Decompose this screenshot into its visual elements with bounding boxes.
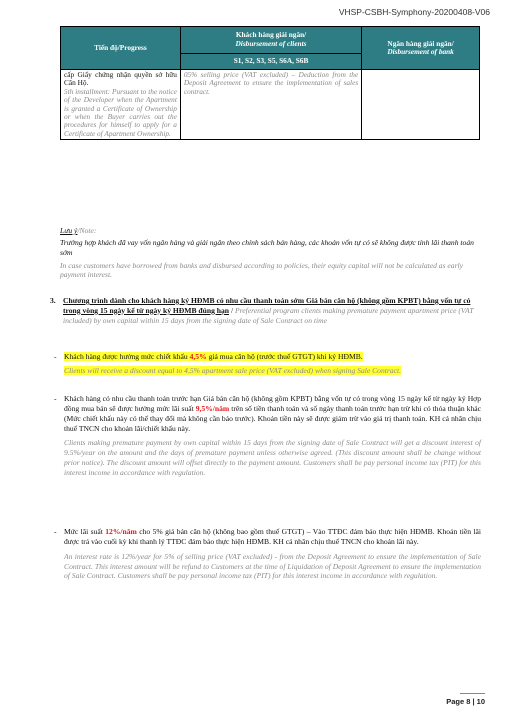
table-row	[61, 70, 480, 140]
note-text-vi: Trường hợp khách đã vay vốn ngân hàng và giải ngân theo chính sách bán hàng, các khoản vốn tự có sẽ không được tính lãi thanh toán sớm	[60, 237, 474, 257]
section-title-vi: Chương trình dành cho khách hàng ký HĐMB có nhu cầu thanh toán sớm Giá bán căn hộ (không gồm KPBT) bằng vốn tự có trong vòng 15 ngày kể từ ngày ký HĐMB đúng hạn	[63, 296, 471, 315]
early-payment-text-en: Clients making premature payment by own capital within 15 days from the signing date of Sale Contract will get a discount interest of 9.5%/year on the amount and the days of premature payment unless otherwise agreed. (This discount amount shall be change without prior notice). The discount amount will offset directly to the payment amount. Customers shall be pay personal income tax (PIT) for this interest income in accordance with regulation.	[64, 438, 481, 478]
discount-rate: 4,5%	[189, 352, 207, 361]
bullet-interest: - Mức lãi suất 12%/năm cho 5% giá bán căn hộ (không bao gồm thuế GTGT) – Vào TTĐC đảm bảo thực hiện HĐMB. Khoản tiền lãi được trả vào cuối kỳ khi thanh lý TTĐC đảm bảo thực hiện HĐMB. KH cá nhân chịu thuế TNCN cho khoản lãi này. An interest rate is 12%/year for 5% of selling price (VAT excluded) - from the Deposit Agreement to ensure the implementation of Sale Contract. This interest amount will be refund to Customers at the time of Liquidation of Deposit Agreement to ensure the implementation of Sale Contract. Customers shall be pay personal income tax (PIT) for this interest income in accordance with regulation.	[54, 527, 481, 581]
discount-text-en: Clients will receive a discount equal to 4,5% apartment sale price (VAT excluded) when signing Sale Contract.	[64, 365, 402, 375]
interest-text-en: An interest rate is 12%/year for 5% of selling price (VAT excluded) - from the Deposit Agreement to ensure the implementation of Sale Contract. This interest amount will be refund to Customers at the time of Liquidation of Deposit Agreement to ensure the implementation of Sale Contract. Customers shall be pay personal income tax (PIT) for this interest income in accordance with regulation.	[64, 551, 481, 581]
page-number: Page 8 | 10	[446, 697, 485, 706]
installment-cell: cấp Giấy chứng nhận quyền sở hữu Căn Hộ. 5th installment: Pursuant to the notice of the Developer when the Apartment is granted a Certificate of Ownership or when the Buyer carries out the procedures for himself to apply for a Certificate of Apartment Ownership.	[61, 70, 181, 140]
note-text-en: In case customers have borrowed from banks and disbursed according to policies, their equity capital will not be calculated as early payment interest.	[60, 260, 464, 280]
col-progress-header: Tiến độ/Progress	[61, 27, 181, 70]
section-title-en: Preferential program clients making premature payment apartment price (VAT included) by own capital within 15 days from the signing date of Sale Contract on time	[63, 305, 474, 325]
bank-disbursement-cell	[362, 70, 480, 140]
bullet-early-payment: - Khách hàng có nhu cầu thanh toán trước hạn Giá bán căn hộ (không gồm KPBT) bằng vốn tự có trong vòng 15 ngày kể từ ngày ký Hợp đồng mua bán sẽ được hưởng mức lãi suất 9,5%/năm trên số tiền thanh toán và số ngày thanh toán trước hạn trừ khi có thỏa thuận khác (Mức chiết khấu này có thể thay đổi mà không cần báo trước). Khoản tiền này sẽ được giảm trừ vào giá trị thanh toán. KH cá nhân chịu thuế TNCN cho khoản lãi/chiết khấu này. Clients making premature payment by own capital within 15 days from the signing date of Sale Contract will get a discount interest of 9.5%/year on the amount and the days of premature payment unless otherwise agreed. (This discount amount shall be change without prior notice). The discount amount will offset directly to the payment amount. Customers shall be pay personal income tax (PIT) for this interest income in accordance with regulation.	[54, 394, 481, 478]
section-number: 3.	[50, 296, 56, 305]
col-bank-disbursement-header: Ngân hàng giải ngân/ Disbursement of bank	[362, 27, 480, 70]
section-3: 3. Chương trình dành cho khách hàng ký HĐMB có nhu cầu thanh toán sớm Giá bán căn hộ (không gồm KPBT) bằng vốn tự có trong vòng 15 ngày kể từ ngày ký HĐMB đúng hạn / Preferential program clients making premature payment apartment price (VAT included) by own capital within 15 days from the signing date of Sale Contract on time	[50, 296, 474, 325]
footer-divider	[460, 693, 485, 694]
interest-rate: 12%/năm	[105, 527, 137, 536]
note-block: Lưu ý/Note: Trường hợp khách đã vay vốn ngân hàng và giải ngân theo chính sách bán hàng, các khoản vốn tự có sẽ không được tính lãi thanh toán sớm In case customers have borrowed from banks and disbursed according to policies, their equity capital will not be calculated as early payment interest.	[60, 226, 482, 280]
bullet-discount: - Khách hàng được hưởng mức chiết khấu 4,5% giá mua căn hộ (trước thuế GTGT) khi ký HĐMB. Clients will receive a discount equal to 4,5% apartment sale price (VAT excluded) when signing Sale Contract.	[54, 352, 402, 375]
client-disbursement-cell: 05% selling price (VAT excluded) – Deduction from the Deposit Agreement to ensure the implementation of sales contract.	[180, 70, 361, 140]
document-code: VHSP-CSBH-Symphony-20200408-V06	[338, 7, 490, 17]
col-client-disbursement-header: Khách hàng giải ngân/ Disbursement of clients	[180, 27, 361, 54]
client-groups-subheader: S1, S2, S3, S5, S6A, S6B	[180, 53, 361, 69]
progress-table	[60, 26, 480, 140]
note-label: Lưu ý	[60, 226, 78, 235]
table-header-row	[61, 27, 480, 54]
early-payment-rate: 9,5%/năm	[195, 403, 230, 413]
